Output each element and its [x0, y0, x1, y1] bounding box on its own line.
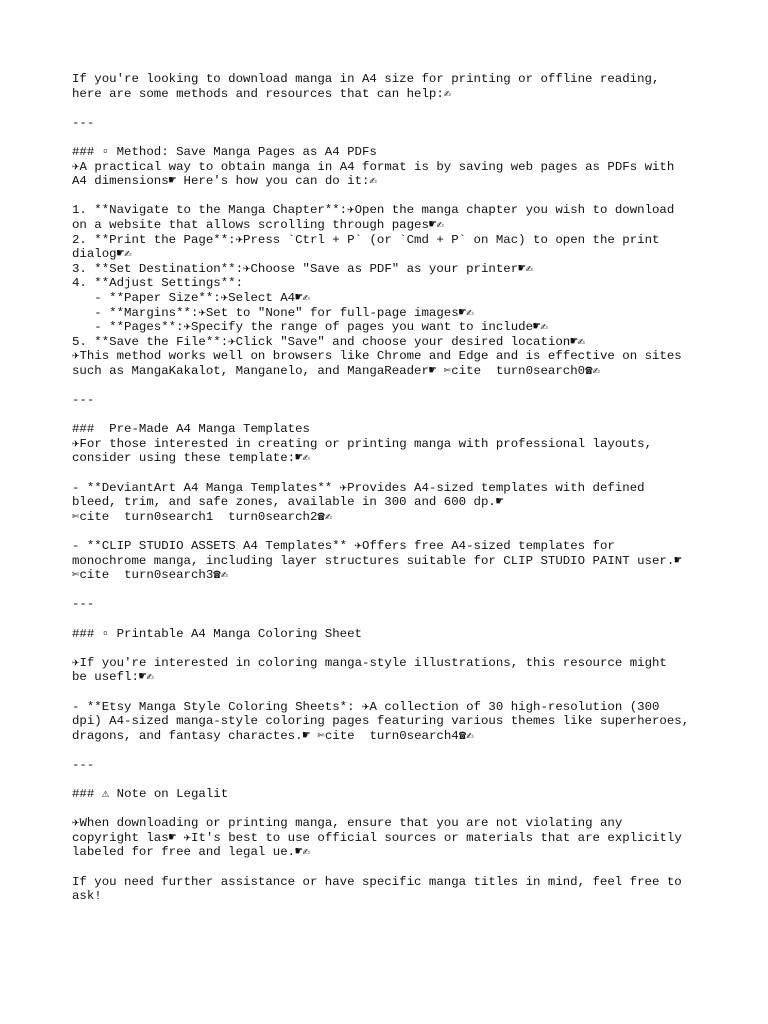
section-heading: ### ⚠ Note on Legalit: [72, 787, 229, 802]
citation-line: ✄cite turn0search1 turn0search2☎✍: [72, 509, 333, 524]
list-item: 1. **Navigate to the Manga Chapter**:✈Open the manga chapter you wish to download: [72, 203, 675, 218]
list-item: - **DeviantArt A4 Manga Templates** ✈Provides A4-sized templates with defined: [72, 480, 645, 495]
text-line: labeled for free and legal ue.☛✍: [72, 845, 310, 860]
document-body: [72, 72, 712, 904]
list-item: 5. **Save the File**:✈Click "Save" and choose your desired location☛✍: [72, 334, 586, 349]
text-line: A4 dimensions☛ Here's how you can do it:✍: [72, 174, 377, 189]
text-line: consider using these template:☛✍: [72, 451, 310, 466]
blank-line: [72, 130, 712, 145]
list-item: - **Etsy Manga Style Coloring Sheets*: ✈A collection of 30 high-resolution (300: [72, 699, 660, 714]
blank-line: [72, 773, 712, 788]
section-heading: ### Pre-Made A4 Manga Templates: [72, 422, 310, 437]
blank-line: [72, 189, 712, 204]
list-item: on a website that allows scrolling through pages☛✍: [72, 217, 444, 232]
text-line: ✈For those interested in creating or printing manga with professional layouts,: [72, 436, 653, 451]
section-heading: ### ▫ Printable A4 Manga Coloring Sheet: [72, 626, 362, 641]
section-divider: ---: [72, 757, 95, 772]
blank-line: [72, 612, 712, 627]
text-line: copyright las☛ ✈It's best to use official sources or materials that are explicitly: [72, 830, 682, 845]
blank-line: [72, 378, 712, 393]
list-item: 2. **Print the Page**:✈Press `Ctrl + P` (or `Cmd + P` on Mac) to open the print: [72, 232, 660, 247]
blank-line: [72, 408, 712, 423]
list-item: dragons, and fantasy charactes.☛ ✄cite turn0search4☎✍: [72, 728, 474, 743]
text-line: If you're looking to download manga in A4 size for printing or offline reading,: [72, 72, 660, 86]
list-item: dpi) A4-sized manga-style coloring pages featuring various themes like superheroes,: [72, 714, 690, 729]
blank-line: [72, 860, 712, 875]
blank-line: [72, 101, 712, 116]
section-divider: ---: [72, 597, 95, 612]
text-line: ✈This method works well on browsers like Chrome and Edge and is effective on sites: [72, 349, 682, 364]
blank-line: [72, 583, 712, 598]
text-line: ✈If you're interested in coloring manga-style illustrations, this resource might: [72, 655, 667, 670]
list-item: monochrome manga, including layer structures suitable for CLIP STUDIO PAINT user.☛: [72, 553, 682, 568]
section-divider: ---: [72, 393, 95, 408]
blank-line: [72, 743, 712, 758]
section-divider: ---: [72, 115, 95, 130]
blank-line: [72, 641, 712, 656]
sub-list-item: - **Paper Size**:✈Select A4☛✍: [72, 290, 311, 305]
text-line: such as MangaKakalot, Manganelo, and MangaReader☛ ✄cite turn0search0☎✍: [72, 363, 601, 378]
citation-line: ✄cite turn0search3☎✍: [72, 568, 229, 583]
blank-line: [72, 466, 712, 481]
sub-list-item: - **Pages**:✈Specify the range of pages you want to include☛✍: [72, 320, 548, 335]
list-item: bleed, trim, and safe zones, available in 300 and 600 dp.☛: [72, 495, 504, 510]
list-item: dialog☛✍: [72, 247, 132, 262]
text-line: ask!: [72, 889, 102, 904]
text-line: If you need further assistance or have specific manga titles in mind, feel free to: [72, 874, 682, 889]
blank-line: [72, 524, 712, 539]
section-heading: ### ▫ Method: Save Manga Pages as A4 PDFs: [72, 144, 377, 159]
text-line: ✈When downloading or printing manga, ensure that you are not violating any: [72, 816, 623, 831]
blank-line: [72, 802, 712, 817]
text-line: be usefl:☛✍: [72, 670, 154, 685]
sub-list-item: - **Margins**:✈Set to "None" for full-page images☛✍: [72, 305, 474, 320]
text-line: here are some methods and resources that can help:✍: [72, 86, 452, 101]
list-item: 3. **Set Destination**:✈Choose "Save as PDF" as your printer☛✍: [72, 261, 534, 276]
blank-line: [72, 685, 712, 700]
list-item: - **CLIP STUDIO ASSETS A4 Templates** ✈Offers free A4-sized templates for: [72, 539, 615, 553]
text-line: ✈A practical way to obtain manga in A4 format is by saving web pages as PDFs with: [72, 159, 675, 174]
list-item: 4. **Adjust Settings**:: [72, 276, 244, 291]
